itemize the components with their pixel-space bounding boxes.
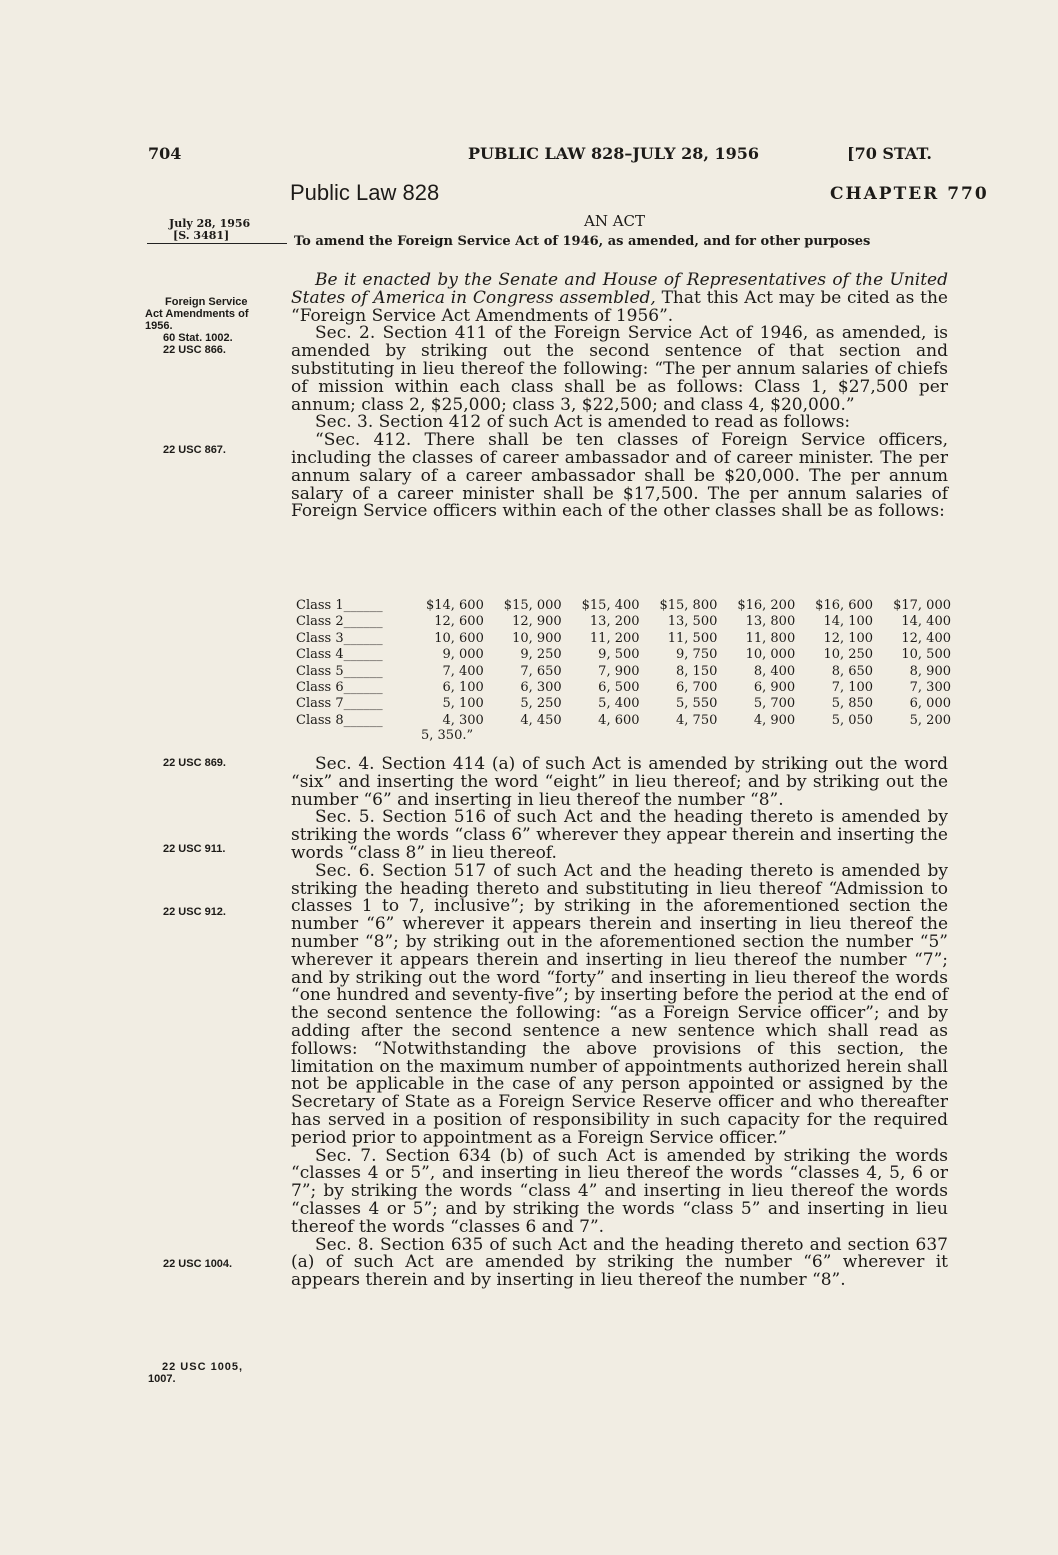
margin-line: 22 USC 866. (163, 344, 226, 356)
salary-cell: 8, 900 (909, 663, 951, 679)
salary-cell: $16, 600 (815, 598, 874, 613)
section-5: Sec. 5. Section 516 of such Act and the heading thereto is amended by striking the words “class 6” wherever they appear therein and inserting the words “class 8” in lieu thereof. (291, 807, 948, 863)
salary-class-label: Class 1______ (296, 598, 383, 613)
salary-cell: 8, 400 (753, 663, 796, 679)
enacting-clause-italic: Be it enacted by the Senate and House of Representatives of the United States of America in Congress assembled, (291, 270, 948, 308)
salary-cell: 4, 900 (753, 712, 796, 728)
margin-note-usc-912: 22 USC 912. (163, 906, 226, 918)
public-law-title: Public Law 828 (290, 180, 440, 205)
salary-class-label: Class 3______ (296, 630, 383, 646)
salary-cell: 11, 500 (667, 630, 718, 646)
page-number: 704 (148, 144, 182, 163)
enacting-clause (291, 272, 948, 325)
body-text-upper (291, 272, 948, 521)
salary-cell: 12, 600 (434, 614, 484, 630)
margin-note-usc-867: 22 USC 867. (163, 444, 226, 456)
salary-cell: 6, 300 (520, 680, 562, 696)
act-purpose: To amend the Foreign Service Act of 1946, as amended, and for other purposes (294, 234, 871, 249)
salary-cell: 11, 200 (589, 630, 640, 646)
salary-cell: 10, 000 (745, 647, 796, 663)
salary-cell: 10, 250 (823, 647, 874, 663)
salary-class-label: Class 7______ (296, 696, 383, 712)
salary-row (296, 614, 951, 630)
margin-note-short-title (145, 296, 249, 356)
salary-cell: 6, 100 (442, 680, 484, 696)
salary-cell: 6, 900 (753, 680, 796, 696)
salary-class-label: Class 8______ (296, 712, 383, 728)
margin-note-usc-869: 22 USC 869. (163, 757, 226, 769)
salary-row (296, 631, 951, 647)
salary-cell: 14, 400 (901, 614, 951, 630)
salary-cell: 10, 500 (901, 647, 951, 663)
salary-class-label: Class 5______ (296, 663, 383, 679)
salary-cell: 7, 900 (598, 663, 640, 679)
salary-cell: 8, 650 (831, 663, 874, 679)
margin-note-usc-911: 22 USC 911. (163, 843, 226, 855)
margin-line: 1956. (145, 320, 173, 332)
chapter-number: CHAPTER 770 (830, 184, 989, 204)
salary-cell: 6, 500 (598, 680, 640, 696)
salary-cell: $15, 400 (581, 598, 640, 613)
margin-line: Act Amendments of (145, 308, 249, 320)
salary-cell: 4, 750 (676, 712, 718, 728)
salary-cell: $15, 000 (503, 598, 562, 613)
salary-cell: 8, 150 (676, 663, 718, 679)
section-3: Sec. 3. Section 412 of such Act is amended to read as follows: (315, 412, 851, 433)
salary-cell: 5, 700 (753, 696, 796, 712)
salary-cell: 7, 300 (909, 680, 951, 696)
salary-cell: 4, 600 (598, 712, 640, 728)
salary-cell: 5, 400 (598, 696, 640, 712)
salary-cell: 13, 200 (589, 614, 640, 630)
margin-line: Foreign Service (165, 296, 248, 308)
salary-row (296, 680, 951, 696)
salary-cell: 5, 050 (831, 712, 874, 728)
salary-cell: $15, 800 (659, 598, 718, 613)
body-text-lower (291, 756, 948, 1290)
section-4: Sec. 4. Section 414 (a) of such Act is amended by striking out the word “six” and inserting the word “eight” in lieu thereof; and by striking out the number “6” and inserting in lieu thereof the number “8”. (291, 754, 948, 810)
margin-note-usc-1005 (148, 1361, 243, 1385)
salary-cell: 12, 100 (823, 630, 874, 646)
section-6: Sec. 6. Section 517 of such Act and the heading thereto is amended by striking the heading thereto and substituting in lieu thereof “Admission to classes 1 to 7, inclusive”; by striking in the aforementioned section the number “6” wherever it appears therein and inserting in lieu thereof the number “8”; by striking out in the aforementioned section the number “5” wherever it appears therein and inserting in lieu thereof the number “7”; and by striking out the word “forty” and inserting in lieu thereof the words “one hundred and seventy-five”; by inserting before the period at the end of the second sentence the following: “as a Foreign Service officer”; and by adding after the second sentence a new sentence which shall read as follows: “Notwithstanding the above provisions of this section, the limitation on the maximum number of appointments authorized herein shall not be applicable in the case of any person appointed or assigned by the Secretary of State as a Foreign Service Reserve officer and who thereafter has served in a position of responsibility in such capacity for the required period prior to appointment as a Foreign Service officer.” (291, 860, 948, 1148)
salary-cell: 9, 250 (520, 647, 562, 663)
enactment-date: July 28, 1956 (169, 217, 251, 230)
salary-row (296, 647, 951, 663)
salary-cell: $14, 600 (425, 598, 484, 613)
salary-cell: 9, 000 (442, 647, 484, 663)
salary-class-label: Class 6______ (296, 680, 383, 696)
salary-cell: 4, 300 (442, 712, 484, 728)
enacting-clause-rest: That this Act may be cited as the “Foreign Service Act Amendments of 1956”. (291, 287, 948, 326)
salary-cell: 14, 100 (823, 614, 874, 630)
salary-class-label: Class 2______ (296, 614, 383, 630)
an-act-heading: AN ACT (584, 212, 646, 230)
salary-cell: 4, 450 (520, 712, 562, 728)
salary-row (296, 598, 951, 614)
salary-cell: 12, 400 (901, 630, 951, 646)
salary-cell: 9, 750 (676, 647, 718, 663)
salary-table (296, 598, 951, 743)
salary-cell: 10, 900 (512, 630, 562, 646)
salary-cell: 11, 800 (745, 630, 796, 646)
salary-row (296, 713, 951, 729)
salary-cell: 12, 900 (512, 614, 562, 630)
margin-line: 22 USC 1005, (162, 1361, 244, 1373)
salary-cell: 7, 100 (831, 680, 874, 696)
salary-cell: 5, 100 (442, 696, 484, 712)
salary-cell: 10, 600 (434, 630, 484, 646)
salary-cell: 9, 500 (598, 647, 640, 663)
margin-line: 1007. (148, 1373, 176, 1385)
salary-cell: 5, 850 (831, 696, 874, 712)
salary-row (296, 664, 951, 680)
salary-row (296, 696, 951, 712)
margin-note-usc-1004: 22 USC 1004. (163, 1258, 233, 1270)
volume-reference: [70 STAT. (847, 144, 932, 163)
margin-line: 60 Stat. 1002. (163, 332, 233, 344)
marginal-rule (147, 243, 287, 244)
section-412-quote: “Sec. 412. There shall be ten classes of Foreign Service officers, including the classes of career ambassador and of career minister. The per annum salary of a career ambassador shall be $20,000. The per annum salary of a career minister shall be $17,500. The per annum salaries of Foreign Service officers within each of the other classes shall be as follows: (291, 430, 948, 522)
salary-table-tail: 5, 350.” (421, 728, 474, 744)
salary-cell: $17, 000 (893, 598, 951, 613)
salary-cell: 7, 650 (520, 663, 562, 679)
salary-cell: 5, 550 (676, 696, 718, 712)
salary-cell: 7, 400 (442, 663, 484, 679)
bill-number: [S. 3481] (173, 229, 230, 242)
salary-cell: 6, 000 (909, 696, 951, 712)
section-2: Sec. 2. Section 411 of the Foreign Service Act of 1946, as amended, is amended by striking out the second sentence of that section and substituting in lieu thereof the following: “The per annum salaries of chiefs of mission within each class shall be as follows: Class 1, $27,500 per annum; class 2, $25,000; class 3, $22,500; and class 4, $20,000.” (291, 323, 948, 415)
enactment-marginal (147, 218, 287, 244)
salary-cell: 6, 700 (676, 680, 718, 696)
salary-cell: 5, 200 (909, 712, 951, 728)
salary-cell: $16, 200 (737, 598, 796, 613)
section-7: Sec. 7. Section 634 (b) of such Act is amended by striking the words “classes 4 or 5”, and inserting in lieu thereof the words “classes 4, 5, 6 or 7”; by striking the words “class 4” and inserting in lieu thereof the words “classes 4 or 5”; and by striking the words “class 5” and inserting in lieu thereof the words “classes 6 and 7”. (291, 1145, 948, 1237)
salary-cell: 13, 800 (745, 614, 796, 630)
salary-cell: 5, 250 (520, 696, 562, 712)
salary-cell: 13, 500 (667, 614, 718, 630)
section-8: Sec. 8. Section 635 of such Act and the heading thereto and section 637 (a) of such Act are amended by striking the number “6” wherever it appears therein and by inserting in lieu thereof the number “8”. (291, 1234, 948, 1291)
running-head: PUBLIC LAW 828–JULY 28, 1956 (468, 144, 760, 163)
salary-class-label: Class 4______ (296, 647, 383, 663)
